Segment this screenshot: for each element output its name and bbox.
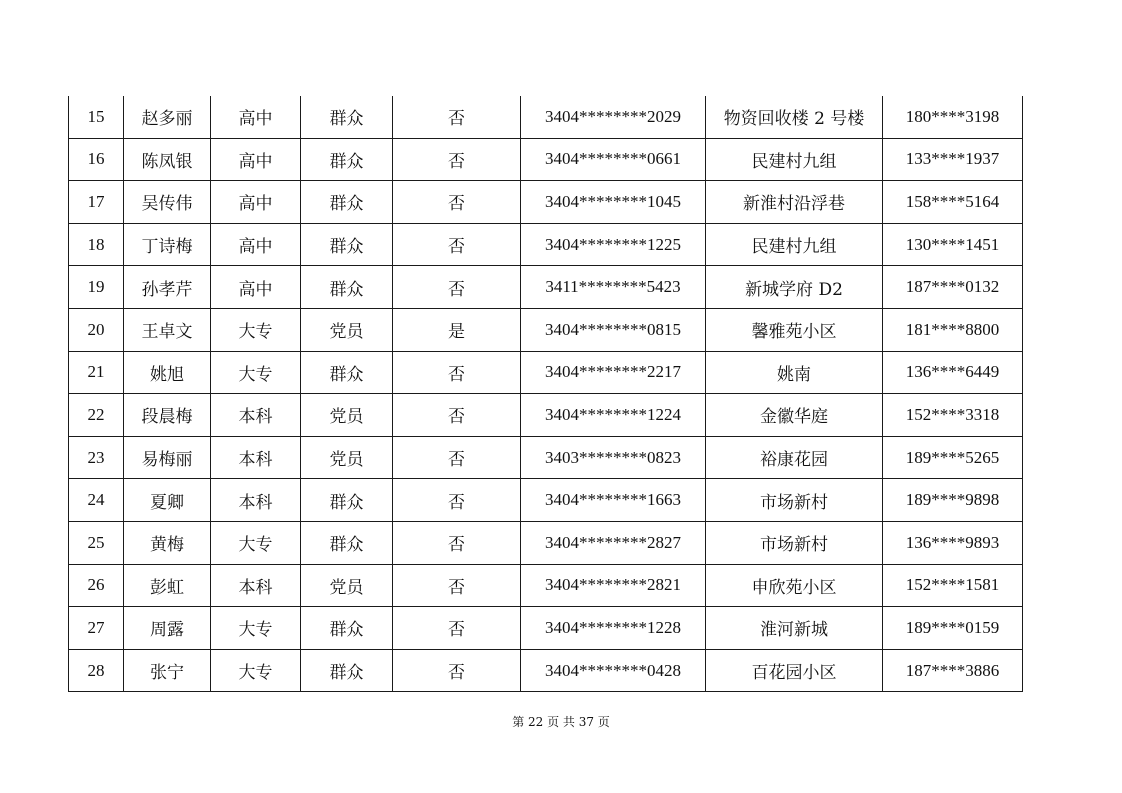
cell-id-number: 3404********1663 xyxy=(521,479,706,522)
member-table xyxy=(68,96,1023,692)
cell-address: 申欣苑小区 xyxy=(706,564,883,607)
cell-political-status: 群众 xyxy=(301,223,393,266)
cell-flag: 否 xyxy=(393,479,521,522)
cell-address: 市场新村 xyxy=(706,479,883,522)
cell-name: 黄梅 xyxy=(124,521,211,564)
cell-id-number: 3404********0661 xyxy=(521,138,706,181)
cell-number: 28 xyxy=(69,649,124,692)
cell-flag: 否 xyxy=(393,521,521,564)
cell-address: 新淮村沿浮巷 xyxy=(706,181,883,224)
cell-number: 23 xyxy=(69,436,124,479)
cell-address: 淮河新城 xyxy=(706,607,883,650)
cell-phone: 189****9898 xyxy=(883,479,1023,522)
cell-phone: 181****8800 xyxy=(883,308,1023,351)
cell-name: 夏卿 xyxy=(124,479,211,522)
cell-phone: 152****1581 xyxy=(883,564,1023,607)
cell-address: 新城学府 D2 xyxy=(706,266,883,309)
cell-flag: 否 xyxy=(393,436,521,479)
table-row xyxy=(69,479,1023,522)
cell-political-status: 群众 xyxy=(301,266,393,309)
cell-political-status: 群众 xyxy=(301,521,393,564)
cell-name: 吴传伟 xyxy=(124,181,211,224)
cell-political-status: 党员 xyxy=(301,436,393,479)
cell-id-number: 3404********1228 xyxy=(521,607,706,650)
cell-number: 17 xyxy=(69,181,124,224)
cell-education: 本科 xyxy=(211,479,301,522)
cell-education: 本科 xyxy=(211,394,301,437)
page-number: 第 22 页 共 37 页 xyxy=(512,715,610,729)
cell-flag: 否 xyxy=(393,266,521,309)
cell-name: 段晨梅 xyxy=(124,394,211,437)
cell-number: 27 xyxy=(69,607,124,650)
cell-political-status: 群众 xyxy=(301,479,393,522)
cell-education: 高中 xyxy=(211,181,301,224)
cell-address: 物资回收楼 2 号楼 xyxy=(706,96,883,138)
cell-flag: 否 xyxy=(393,394,521,437)
cell-education: 大专 xyxy=(211,351,301,394)
cell-flag: 否 xyxy=(393,181,521,224)
cell-phone: 136****9893 xyxy=(883,521,1023,564)
cell-id-number: 3404********0428 xyxy=(521,649,706,692)
cell-phone: 187****0132 xyxy=(883,266,1023,309)
cell-political-status: 群众 xyxy=(301,138,393,181)
cell-education: 高中 xyxy=(211,96,301,138)
cell-phone: 136****6449 xyxy=(883,351,1023,394)
table-row xyxy=(69,96,1023,138)
cell-name: 张宁 xyxy=(124,649,211,692)
table-row xyxy=(69,649,1023,692)
cell-name: 孙孝芹 xyxy=(124,266,211,309)
cell-id-number: 3404********2827 xyxy=(521,521,706,564)
cell-education: 大专 xyxy=(211,649,301,692)
cell-flag: 否 xyxy=(393,607,521,650)
cell-name: 周露 xyxy=(124,607,211,650)
cell-address: 姚南 xyxy=(706,351,883,394)
cell-name: 丁诗梅 xyxy=(124,223,211,266)
cell-political-status: 党员 xyxy=(301,394,393,437)
cell-address: 民建村九组 xyxy=(706,138,883,181)
cell-number: 22 xyxy=(69,394,124,437)
cell-id-number: 3403********0823 xyxy=(521,436,706,479)
cell-phone: 189****5265 xyxy=(883,436,1023,479)
cell-id-number: 3404********2821 xyxy=(521,564,706,607)
cell-political-status: 群众 xyxy=(301,181,393,224)
table-row xyxy=(69,308,1023,351)
cell-education: 高中 xyxy=(211,266,301,309)
cell-number: 16 xyxy=(69,138,124,181)
cell-number: 18 xyxy=(69,223,124,266)
cell-name: 赵多丽 xyxy=(124,96,211,138)
cell-phone: 189****0159 xyxy=(883,607,1023,650)
cell-phone: 158****5164 xyxy=(883,181,1023,224)
cell-political-status: 群众 xyxy=(301,607,393,650)
cell-phone: 187****3886 xyxy=(883,649,1023,692)
cell-flag: 否 xyxy=(393,351,521,394)
cell-address: 市场新村 xyxy=(706,521,883,564)
cell-education: 高中 xyxy=(211,138,301,181)
cell-id-number: 3404********1225 xyxy=(521,223,706,266)
table-row xyxy=(69,266,1023,309)
cell-flag: 否 xyxy=(393,649,521,692)
cell-id-number: 3404********2029 xyxy=(521,96,706,138)
cell-phone: 130****1451 xyxy=(883,223,1023,266)
cell-flag: 否 xyxy=(393,96,521,138)
cell-education: 大专 xyxy=(211,607,301,650)
cell-phone: 180****3198 xyxy=(883,96,1023,138)
cell-education: 本科 xyxy=(211,564,301,607)
cell-address: 裕康花园 xyxy=(706,436,883,479)
cell-address: 金徽华庭 xyxy=(706,394,883,437)
cell-number: 21 xyxy=(69,351,124,394)
cell-political-status: 党员 xyxy=(301,308,393,351)
table-row xyxy=(69,436,1023,479)
cell-flag: 否 xyxy=(393,138,521,181)
cell-phone: 152****3318 xyxy=(883,394,1023,437)
cell-political-status: 党员 xyxy=(301,564,393,607)
table-row xyxy=(69,521,1023,564)
table-row xyxy=(69,181,1023,224)
cell-id-number: 3411********5423 xyxy=(521,266,706,309)
cell-phone: 133****1937 xyxy=(883,138,1023,181)
cell-id-number: 3404********1045 xyxy=(521,181,706,224)
cell-address: 馨雅苑小区 xyxy=(706,308,883,351)
cell-flag: 否 xyxy=(393,564,521,607)
cell-name: 王卓文 xyxy=(124,308,211,351)
table-row xyxy=(69,564,1023,607)
cell-address: 民建村九组 xyxy=(706,223,883,266)
cell-political-status: 群众 xyxy=(301,351,393,394)
cell-number: 25 xyxy=(69,521,124,564)
cell-id-number: 3404********2217 xyxy=(521,351,706,394)
cell-name: 陈凤银 xyxy=(124,138,211,181)
cell-address: 百花园小区 xyxy=(706,649,883,692)
cell-number: 15 xyxy=(69,96,124,138)
cell-political-status: 群众 xyxy=(301,649,393,692)
cell-education: 大专 xyxy=(211,521,301,564)
cell-political-status: 群众 xyxy=(301,96,393,138)
cell-education: 高中 xyxy=(211,223,301,266)
cell-education: 本科 xyxy=(211,436,301,479)
cell-flag: 是 xyxy=(393,308,521,351)
cell-number: 20 xyxy=(69,308,124,351)
cell-name: 彭虹 xyxy=(124,564,211,607)
cell-id-number: 3404********1224 xyxy=(521,394,706,437)
table-row xyxy=(69,607,1023,650)
cell-number: 19 xyxy=(69,266,124,309)
cell-education: 大专 xyxy=(211,308,301,351)
table-row xyxy=(69,394,1023,437)
cell-number: 24 xyxy=(69,479,124,522)
table-body xyxy=(69,96,1023,692)
cell-name: 姚旭 xyxy=(124,351,211,394)
cell-flag: 否 xyxy=(393,223,521,266)
table-row xyxy=(69,138,1023,181)
cell-name: 易梅丽 xyxy=(124,436,211,479)
table-row xyxy=(69,351,1023,394)
cell-id-number: 3404********0815 xyxy=(521,308,706,351)
cell-number: 26 xyxy=(69,564,124,607)
table-row xyxy=(69,223,1023,266)
